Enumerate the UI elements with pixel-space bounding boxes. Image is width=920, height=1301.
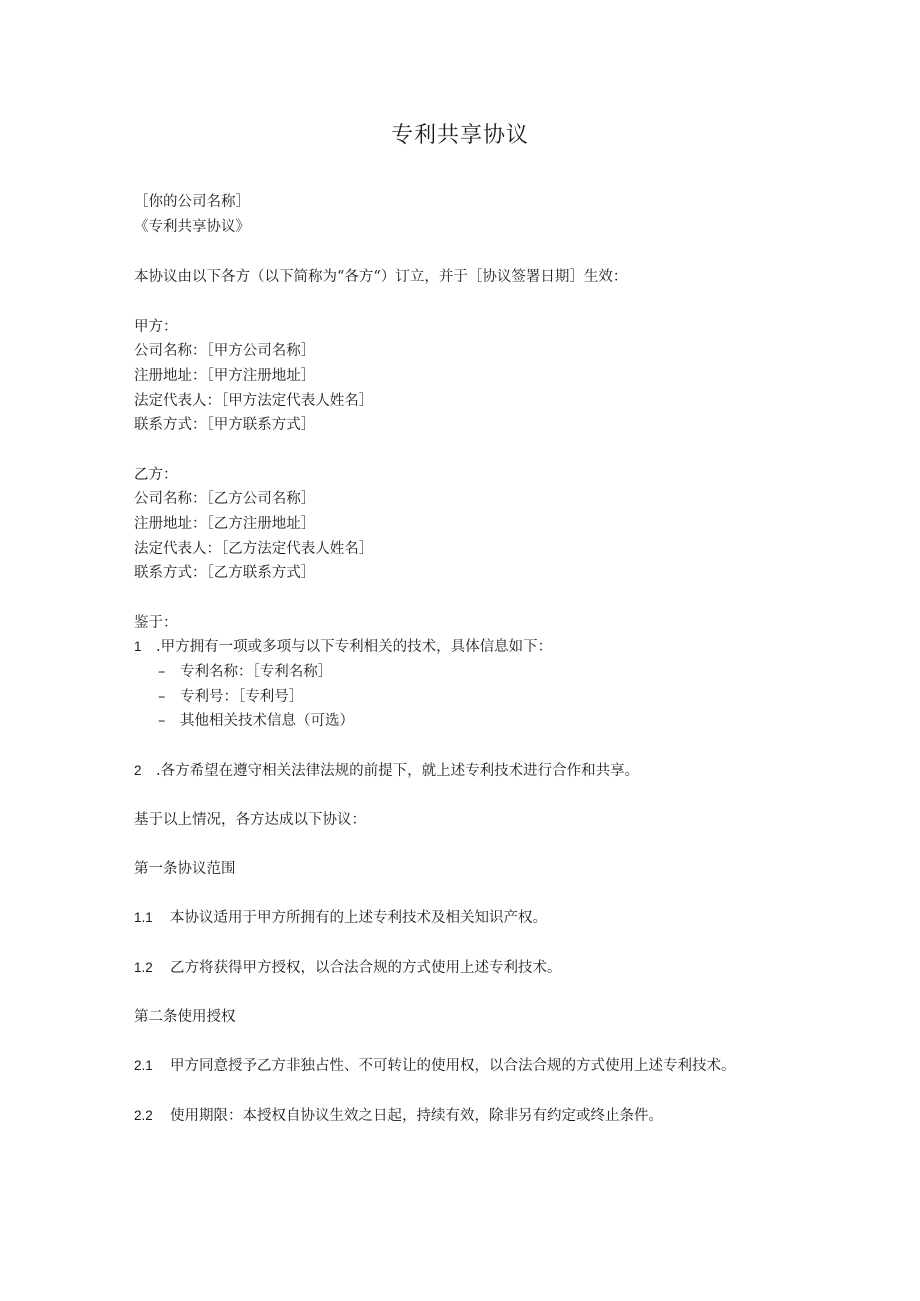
party-a-address: 注册地址：［甲方注册地址］ (134, 368, 316, 384)
clause-text: 甲方同意授予乙方非独占性、不可转让的使用权，以合法合规的方式使用上述专利技术。 (170, 1058, 736, 1074)
dash-bullet: – (158, 664, 166, 680)
party-a-contact: 联系方式：［甲方联系方式］ (134, 417, 316, 433)
clause-2-2 (134, 1106, 663, 1126)
clause-1-2 (134, 958, 562, 978)
company-name-placeholder: ［你的公司名称］ (134, 194, 250, 210)
article-1-heading: 第一条协议范围 (134, 861, 236, 877)
clause-text: 乙方将获得甲方授权，以合法合规的方式使用上述专利技术。 (170, 960, 562, 976)
clause-text: 使用期限：本授权自协议生效之日起，持续有效，除非另有约定或终止条件。 (170, 1108, 663, 1124)
whereas-item-2-text: .各方希望在遵守相关法律法规的前提下，就上述专利技术进行合作和共享。 (156, 763, 640, 779)
party-b-label: 乙方： (134, 467, 178, 483)
clause-number: 2.2 (134, 1108, 153, 1123)
article-2-heading: 第二条使用授权 (134, 1009, 236, 1025)
dash-bullet: – (158, 713, 166, 729)
party-a-company: 公司名称：［甲方公司名称］ (134, 343, 316, 359)
party-b-company: 公司名称：［乙方公司名称］ (134, 491, 316, 507)
bullet-text: 专利号：［专利号］ (180, 689, 304, 705)
whereas-item-1-number: 1 (134, 639, 142, 654)
agreement-intro: 基于以上情况，各方达成以下协议： (134, 812, 366, 828)
bullet-text: 其他相关技术信息（可选） (180, 713, 354, 729)
whereas-label: 鉴于： (134, 615, 178, 631)
party-a-label: 甲方： (134, 319, 178, 335)
clause-2-1 (134, 1056, 736, 1076)
party-b-representative: 法定代表人：［乙方法定代表人姓名］ (134, 541, 374, 557)
party-a-representative: 法定代表人：［甲方法定代表人姓名］ (134, 393, 374, 409)
clause-number: 2.1 (134, 1058, 153, 1073)
party-b-contact: 联系方式：［乙方联系方式］ (134, 565, 316, 581)
party-b-address: 注册地址：［乙方注册地址］ (134, 516, 316, 532)
dash-bullet: – (158, 689, 166, 705)
clause-number: 1.1 (134, 910, 153, 925)
agreement-name: 《专利共享协议》 (134, 219, 250, 235)
clause-1-1 (134, 908, 547, 928)
whereas-bullet (158, 687, 303, 707)
intro-paragraph: 本协议由以下各方（以下简称为“各方“）订立，并于［协议签署日期］生效： (134, 269, 628, 285)
document-title: 专利共享协议 (390, 123, 529, 148)
bullet-text: 专利名称：［专利名称］ (180, 664, 333, 680)
whereas-item-1 (134, 637, 552, 657)
whereas-item-2-number: 2 (134, 763, 142, 778)
clause-text: 本协议适用于甲方所拥有的上述专利技术及相关知识产权。 (170, 910, 547, 926)
whereas-item-1-text: .甲方拥有一项或多项与以下专利相关的技术，具体信息如下： (156, 639, 553, 655)
whereas-bullet (158, 711, 354, 731)
whereas-bullet (158, 662, 332, 682)
whereas-item-2 (134, 761, 639, 781)
clause-number: 1.2 (134, 960, 153, 975)
